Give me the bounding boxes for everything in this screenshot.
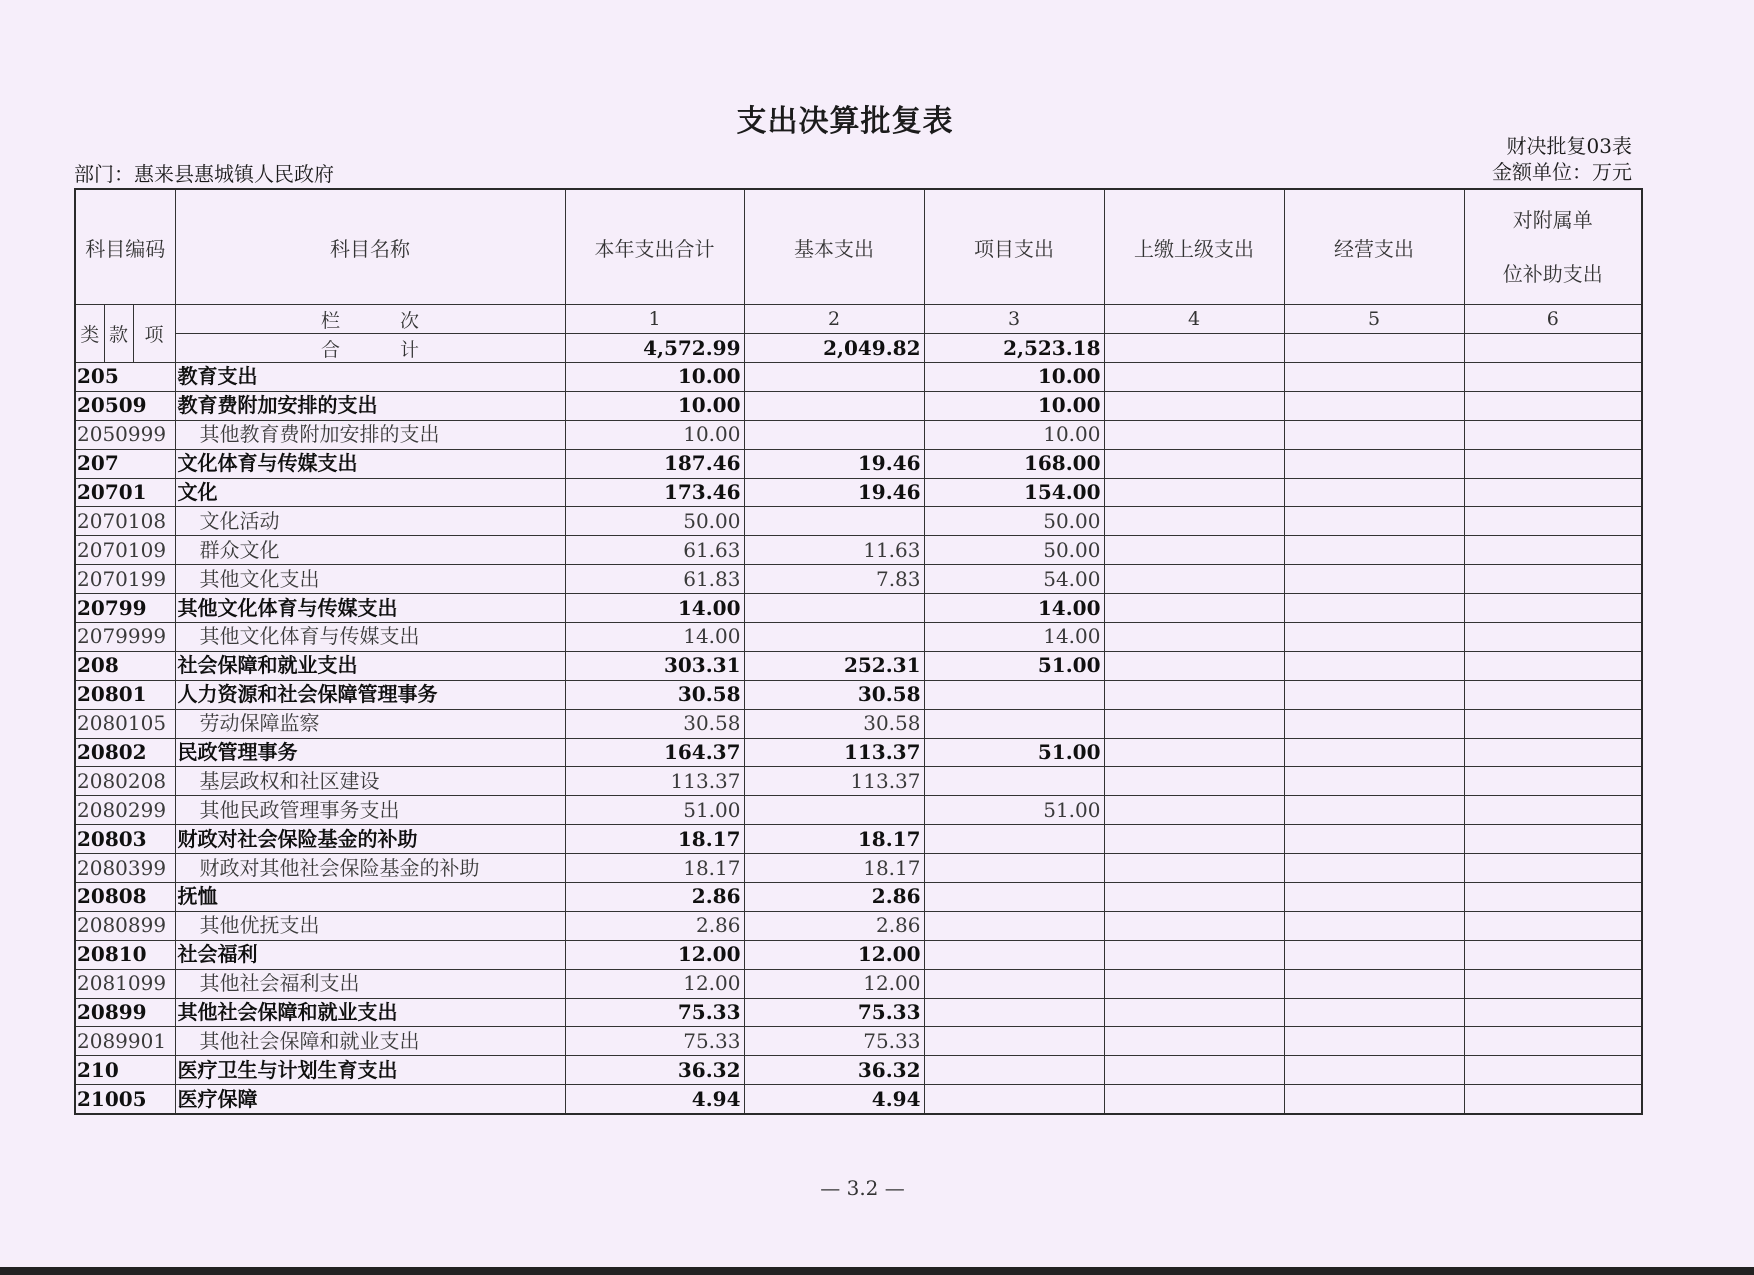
row-total-expenditure: 30.58 — [565, 680, 744, 709]
row-total-expenditure: 18.17 — [565, 854, 744, 883]
header-subsidiary-subsidy — [1464, 189, 1642, 305]
row-name: 其他社会保障和就业支出 — [175, 1027, 565, 1056]
row-total-expenditure: 303.31 — [565, 651, 744, 680]
row-remit-superior — [1104, 940, 1284, 969]
row-total-expenditure: 61.63 — [565, 536, 744, 565]
table-row — [75, 796, 1642, 825]
row-total-expenditure: 10.00 — [565, 363, 744, 392]
row-code: 2050999 — [75, 420, 175, 449]
row-basic-expenditure: 30.58 — [744, 709, 924, 738]
row-total-expenditure: 12.00 — [565, 969, 744, 998]
row-name: 民政管理事务 — [175, 738, 565, 767]
row-total-expenditure: 164.37 — [565, 738, 744, 767]
row-total-expenditure: 14.00 — [565, 594, 744, 623]
row-basic-expenditure — [744, 507, 924, 536]
row-name: 其他文化体育与传媒支出 — [175, 594, 565, 623]
row-project-expenditure — [924, 1056, 1104, 1085]
row-remit-superior — [1104, 507, 1284, 536]
row-total-expenditure: 36.32 — [565, 1056, 744, 1085]
row-total-expenditure: 10.00 — [565, 420, 744, 449]
row-remit-superior — [1104, 969, 1284, 998]
row-total-expenditure: 4.94 — [565, 1085, 744, 1114]
row-total-expenditure: 12.00 — [565, 940, 744, 969]
row-remit-superior — [1104, 738, 1284, 767]
row-total-expenditure: 2.86 — [565, 911, 744, 940]
row-project-expenditure: 54.00 — [924, 565, 1104, 594]
row-total-expenditure: 75.33 — [565, 998, 744, 1027]
table-row — [75, 449, 1642, 478]
row-operating-expenditure — [1284, 767, 1464, 796]
row-remit-superior — [1104, 1085, 1284, 1114]
row-code: 2080399 — [75, 854, 175, 883]
header-name: 科目名称 — [175, 189, 565, 305]
table-row — [75, 565, 1642, 594]
header-code: 科目编码 — [75, 189, 175, 305]
row-remit-superior — [1104, 391, 1284, 420]
row-name: 基层政权和社区建设 — [175, 767, 565, 796]
row-operating-expenditure — [1284, 738, 1464, 767]
row-project-expenditure — [924, 825, 1104, 854]
row-name: 文化体育与传媒支出 — [175, 449, 565, 478]
row-name: 其他文化体育与传媒支出 — [175, 623, 565, 652]
row-remit-superior — [1104, 1027, 1284, 1056]
row-code: 2080899 — [75, 911, 175, 940]
row-project-expenditure: 14.00 — [924, 594, 1104, 623]
row-basic-expenditure: 19.46 — [744, 478, 924, 507]
row-subsidiary-subsidy — [1464, 449, 1642, 478]
row-code: 2080105 — [75, 709, 175, 738]
table-row — [75, 767, 1642, 796]
row-subsidiary-subsidy — [1464, 507, 1642, 536]
table-body — [75, 363, 1642, 1115]
row-project-expenditure — [924, 940, 1104, 969]
expenditure-table — [74, 188, 1643, 1115]
table-row — [75, 1056, 1642, 1085]
row-project-expenditure: 14.00 — [924, 623, 1104, 652]
row-operating-expenditure — [1284, 940, 1464, 969]
table-row — [75, 883, 1642, 912]
row-subsidiary-subsidy — [1464, 478, 1642, 507]
total-c4 — [1104, 334, 1284, 363]
row-name: 其他民政管理事务支出 — [175, 796, 565, 825]
row-project-expenditure: 154.00 — [924, 478, 1104, 507]
row-code: 20802 — [75, 738, 175, 767]
row-operating-expenditure — [1284, 998, 1464, 1027]
row-code: 20701 — [75, 478, 175, 507]
row-operating-expenditure — [1284, 854, 1464, 883]
row-name: 教育支出 — [175, 363, 565, 392]
row-code: 20899 — [75, 998, 175, 1027]
row-basic-expenditure: 4.94 — [744, 1085, 924, 1114]
table-row — [75, 969, 1642, 998]
row-subsidiary-subsidy — [1464, 969, 1642, 998]
header-lanci — [175, 305, 565, 334]
row-code: 20799 — [75, 594, 175, 623]
row-total-expenditure: 113.37 — [565, 767, 744, 796]
row-basic-expenditure: 7.83 — [744, 565, 924, 594]
row-basic-expenditure: 113.37 — [744, 767, 924, 796]
row-operating-expenditure — [1284, 565, 1464, 594]
table-row — [75, 854, 1642, 883]
row-name: 人力资源和社会保障管理事务 — [175, 680, 565, 709]
row-basic-expenditure: 30.58 — [744, 680, 924, 709]
table-row — [75, 363, 1642, 392]
row-total-expenditure: 61.83 — [565, 565, 744, 594]
row-operating-expenditure — [1284, 680, 1464, 709]
row-remit-superior — [1104, 651, 1284, 680]
row-project-expenditure — [924, 911, 1104, 940]
department-label: 部门：惠来县惠城镇人民政府 — [74, 162, 334, 186]
total-c6 — [1464, 334, 1642, 363]
row-operating-expenditure — [1284, 623, 1464, 652]
row-basic-expenditure — [744, 594, 924, 623]
row-project-expenditure: 51.00 — [924, 796, 1104, 825]
row-project-expenditure — [924, 998, 1104, 1027]
total-c1: 4,572.99 — [565, 334, 744, 363]
row-subsidiary-subsidy — [1464, 420, 1642, 449]
row-remit-superior — [1104, 478, 1284, 507]
row-total-expenditure: 50.00 — [565, 507, 744, 536]
row-operating-expenditure — [1284, 478, 1464, 507]
document-title: 支出决算批复表 — [736, 104, 954, 139]
row-name: 群众文化 — [175, 536, 565, 565]
row-basic-expenditure — [744, 391, 924, 420]
row-name: 社会保障和就业支出 — [175, 651, 565, 680]
row-basic-expenditure: 113.37 — [744, 738, 924, 767]
row-subsidiary-subsidy — [1464, 709, 1642, 738]
row-code: 210 — [75, 1056, 175, 1085]
row-total-expenditure: 2.86 — [565, 883, 744, 912]
row-project-expenditure — [924, 854, 1104, 883]
row-code: 2070109 — [75, 536, 175, 565]
col-num-5: 5 — [1284, 305, 1464, 334]
row-code: 20808 — [75, 883, 175, 912]
row-operating-expenditure — [1284, 825, 1464, 854]
row-subsidiary-subsidy — [1464, 998, 1642, 1027]
row-remit-superior — [1104, 796, 1284, 825]
table-row — [75, 536, 1642, 565]
row-remit-superior — [1104, 883, 1284, 912]
row-operating-expenditure — [1284, 1056, 1464, 1085]
row-subsidiary-subsidy — [1464, 680, 1642, 709]
header-heji — [175, 334, 565, 363]
header-heji-text: 合计 — [320, 338, 479, 361]
row-basic-expenditure: 12.00 — [744, 940, 924, 969]
row-name: 其他教育费附加安排的支出 — [175, 420, 565, 449]
col-num-4: 4 — [1104, 305, 1284, 334]
row-project-expenditure: 51.00 — [924, 651, 1104, 680]
row-total-expenditure: 51.00 — [565, 796, 744, 825]
expenditure-table-wrapper — [74, 188, 1643, 1115]
row-name: 抚恤 — [175, 883, 565, 912]
row-basic-expenditure: 36.32 — [744, 1056, 924, 1085]
row-code: 20810 — [75, 940, 175, 969]
header-kuan: 款 — [104, 305, 133, 363]
row-subsidiary-subsidy — [1464, 1056, 1642, 1085]
row-project-expenditure: 168.00 — [924, 449, 1104, 478]
row-project-expenditure — [924, 767, 1104, 796]
row-operating-expenditure — [1284, 536, 1464, 565]
row-name: 医疗保障 — [175, 1085, 565, 1114]
row-code: 2081099 — [75, 969, 175, 998]
header-lei: 类 — [75, 305, 104, 363]
row-code: 205 — [75, 363, 175, 392]
row-basic-expenditure: 252.31 — [744, 651, 924, 680]
row-operating-expenditure — [1284, 594, 1464, 623]
row-subsidiary-subsidy — [1464, 651, 1642, 680]
table-row — [75, 680, 1642, 709]
row-operating-expenditure — [1284, 507, 1464, 536]
row-project-expenditure: 10.00 — [924, 391, 1104, 420]
header-xiang: 项 — [133, 305, 175, 363]
row-basic-expenditure: 18.17 — [744, 854, 924, 883]
row-remit-superior — [1104, 536, 1284, 565]
row-code: 2089901 — [75, 1027, 175, 1056]
header-basic-expenditure: 基本支出 — [744, 189, 924, 305]
row-total-expenditure: 10.00 — [565, 391, 744, 420]
row-name: 文化 — [175, 478, 565, 507]
row-operating-expenditure — [1284, 651, 1464, 680]
row-name: 其他社会福利支出 — [175, 969, 565, 998]
row-remit-superior — [1104, 594, 1284, 623]
row-operating-expenditure — [1284, 449, 1464, 478]
row-operating-expenditure — [1284, 363, 1464, 392]
row-project-expenditure: 50.00 — [924, 536, 1104, 565]
row-remit-superior — [1104, 420, 1284, 449]
row-basic-expenditure: 2.86 — [744, 883, 924, 912]
row-remit-superior — [1104, 623, 1284, 652]
row-code: 20509 — [75, 391, 175, 420]
row-total-expenditure: 18.17 — [565, 825, 744, 854]
row-name: 其他文化支出 — [175, 565, 565, 594]
row-remit-superior — [1104, 680, 1284, 709]
row-code: 20801 — [75, 680, 175, 709]
row-name: 教育费附加安排的支出 — [175, 391, 565, 420]
scan-edge — [0, 1267, 1754, 1275]
header-remit-superior: 上缴上级支出 — [1104, 189, 1284, 305]
col-num-1: 1 — [565, 305, 744, 334]
row-operating-expenditure — [1284, 969, 1464, 998]
row-subsidiary-subsidy — [1464, 391, 1642, 420]
row-operating-expenditure — [1284, 1027, 1464, 1056]
table-row — [75, 651, 1642, 680]
col-num-2: 2 — [744, 305, 924, 334]
table-row — [75, 623, 1642, 652]
row-basic-expenditure: 75.33 — [744, 1027, 924, 1056]
row-code: 21005 — [75, 1085, 175, 1114]
table-row — [75, 594, 1642, 623]
row-remit-superior — [1104, 1056, 1284, 1085]
row-operating-expenditure — [1284, 1085, 1464, 1114]
table-row — [75, 420, 1642, 449]
row-basic-expenditure — [744, 363, 924, 392]
row-total-expenditure: 30.58 — [565, 709, 744, 738]
row-remit-superior — [1104, 363, 1284, 392]
row-subsidiary-subsidy — [1464, 796, 1642, 825]
row-name: 劳动保障监察 — [175, 709, 565, 738]
table-row — [75, 738, 1642, 767]
row-project-expenditure: 10.00 — [924, 363, 1104, 392]
row-basic-expenditure: 12.00 — [744, 969, 924, 998]
row-subsidiary-subsidy — [1464, 825, 1642, 854]
row-basic-expenditure: 2.86 — [744, 911, 924, 940]
row-name: 财政对其他社会保险基金的补助 — [175, 854, 565, 883]
row-basic-expenditure: 18.17 — [744, 825, 924, 854]
row-subsidiary-subsidy — [1464, 940, 1642, 969]
row-basic-expenditure: 19.46 — [744, 449, 924, 478]
row-operating-expenditure — [1284, 391, 1464, 420]
row-basic-expenditure — [744, 623, 924, 652]
row-name: 其他优抚支出 — [175, 911, 565, 940]
header-lanci-text: 栏次 — [320, 309, 479, 332]
row-subsidiary-subsidy — [1464, 565, 1642, 594]
row-code: 2080208 — [75, 767, 175, 796]
row-operating-expenditure — [1284, 709, 1464, 738]
total-c5 — [1284, 334, 1464, 363]
row-remit-superior — [1104, 767, 1284, 796]
row-name: 其他社会保障和就业支出 — [175, 998, 565, 1027]
row-remit-superior — [1104, 709, 1284, 738]
row-subsidiary-subsidy — [1464, 363, 1642, 392]
row-project-expenditure: 10.00 — [924, 420, 1104, 449]
row-code: 2080299 — [75, 796, 175, 825]
row-code: 208 — [75, 651, 175, 680]
row-project-expenditure: 51.00 — [924, 738, 1104, 767]
amount-unit: 金额单位：万元 — [1492, 160, 1632, 184]
table-row — [75, 825, 1642, 854]
table-row — [75, 1027, 1642, 1056]
row-subsidiary-subsidy — [1464, 536, 1642, 565]
row-operating-expenditure — [1284, 911, 1464, 940]
header-subsidiary-line2: 位补助支出 — [1502, 262, 1603, 286]
table-row — [75, 1085, 1642, 1114]
row-operating-expenditure — [1284, 796, 1464, 825]
row-code: 20803 — [75, 825, 175, 854]
table-row — [75, 911, 1642, 940]
header-total-expenditure: 本年支出合计 — [565, 189, 744, 305]
table-row — [75, 998, 1642, 1027]
total-c3: 2,523.18 — [924, 334, 1104, 363]
row-code: 2070199 — [75, 565, 175, 594]
row-project-expenditure — [924, 969, 1104, 998]
total-c2: 2,049.82 — [744, 334, 924, 363]
row-project-expenditure — [924, 1027, 1104, 1056]
table-row — [75, 940, 1642, 969]
row-operating-expenditure — [1284, 883, 1464, 912]
table-row — [75, 507, 1642, 536]
page-number: — 3.2 — — [820, 1176, 905, 1200]
row-project-expenditure — [924, 709, 1104, 738]
row-subsidiary-subsidy — [1464, 738, 1642, 767]
row-remit-superior — [1104, 449, 1284, 478]
header-operating-expenditure: 经营支出 — [1284, 189, 1464, 305]
col-num-6: 6 — [1464, 305, 1642, 334]
row-total-expenditure: 187.46 — [565, 449, 744, 478]
row-subsidiary-subsidy — [1464, 1027, 1642, 1056]
row-code: 2079999 — [75, 623, 175, 652]
header-subsidiary-line1: 对附属单 — [1512, 208, 1593, 232]
row-subsidiary-subsidy — [1464, 854, 1642, 883]
row-code: 2070108 — [75, 507, 175, 536]
row-project-expenditure — [924, 883, 1104, 912]
row-remit-superior — [1104, 825, 1284, 854]
row-name: 社会福利 — [175, 940, 565, 969]
row-name: 文化活动 — [175, 507, 565, 536]
row-basic-expenditure: 11.63 — [744, 536, 924, 565]
row-total-expenditure: 173.46 — [565, 478, 744, 507]
row-project-expenditure — [924, 1085, 1104, 1114]
table-row — [75, 709, 1642, 738]
table-row — [75, 391, 1642, 420]
row-code: 207 — [75, 449, 175, 478]
table-row — [75, 478, 1642, 507]
row-name: 财政对社会保险基金的补助 — [175, 825, 565, 854]
row-remit-superior — [1104, 854, 1284, 883]
row-basic-expenditure: 75.33 — [744, 998, 924, 1027]
row-total-expenditure: 75.33 — [565, 1027, 744, 1056]
row-project-expenditure: 50.00 — [924, 507, 1104, 536]
row-total-expenditure: 14.00 — [565, 623, 744, 652]
row-subsidiary-subsidy — [1464, 883, 1642, 912]
row-name: 医疗卫生与计划生育支出 — [175, 1056, 565, 1085]
form-number: 财决批复03表 — [1506, 134, 1632, 158]
row-project-expenditure — [924, 680, 1104, 709]
row-basic-expenditure — [744, 796, 924, 825]
row-subsidiary-subsidy — [1464, 911, 1642, 940]
row-remit-superior — [1104, 998, 1284, 1027]
row-subsidiary-subsidy — [1464, 1085, 1642, 1114]
row-basic-expenditure — [744, 420, 924, 449]
row-subsidiary-subsidy — [1464, 623, 1642, 652]
row-remit-superior — [1104, 565, 1284, 594]
row-subsidiary-subsidy — [1464, 767, 1642, 796]
col-num-3: 3 — [924, 305, 1104, 334]
row-subsidiary-subsidy — [1464, 594, 1642, 623]
row-remit-superior — [1104, 911, 1284, 940]
row-operating-expenditure — [1284, 420, 1464, 449]
header-project-expenditure: 项目支出 — [924, 189, 1104, 305]
